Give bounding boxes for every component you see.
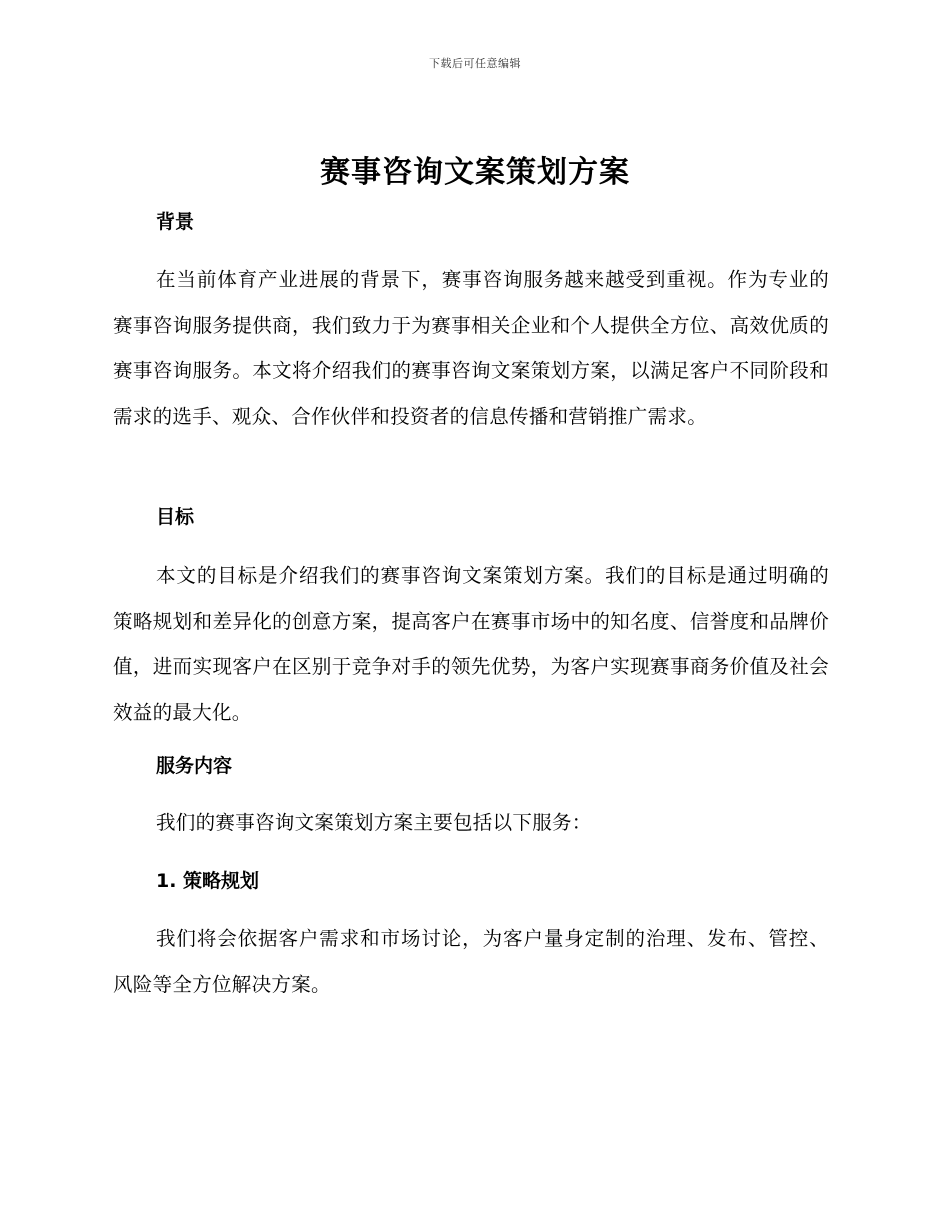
section-heading-services: 服务内容 bbox=[156, 755, 233, 777]
section-paragraph-strategy: 我们将会依据客户需求和市场讨论，为客户量身定制的治理、发布、管控、风险等全方位解决方案。 bbox=[113, 927, 829, 996]
section-paragraph-goal: 本文的目标是介绍我们的赛事咨询文案策划方案。我们的目标是通过明确的策略规划和差异化的创意方案，提高客户在赛事市场中的知名度、信誉度和品牌价值，进而实现客户在区别于竞争对手的领先优势，为客户实现赛事商务价值及社会效益的最大化。 bbox=[113, 564, 829, 724]
section-heading-goal: 目标 bbox=[156, 506, 195, 528]
header-note: 下载后可任意编辑 bbox=[429, 57, 521, 70]
section-heading-strategy: 1. 策略规划 bbox=[156, 870, 260, 892]
section-paragraph-services: 我们的赛事咨询文案策划方案主要包括以下服务： bbox=[156, 811, 592, 834]
section-heading-background: 背景 bbox=[156, 211, 195, 233]
document-title: 赛事咨询文案策划方案 bbox=[320, 155, 630, 190]
section-paragraph-background: 在当前体育产业进展的背景下，赛事咨询服务越来越受到重视。作为专业的赛事咨询服务提供商，我们致力于为赛事相关企业和个人提供全方位、高效优质的赛事咨询服务。本文将介绍我们的赛事咨询文案策划方案，以满足客户不同阶段和需求的选手、观众、合作伙伴和投资者的信息传播和营销推广需求。 bbox=[113, 268, 829, 428]
